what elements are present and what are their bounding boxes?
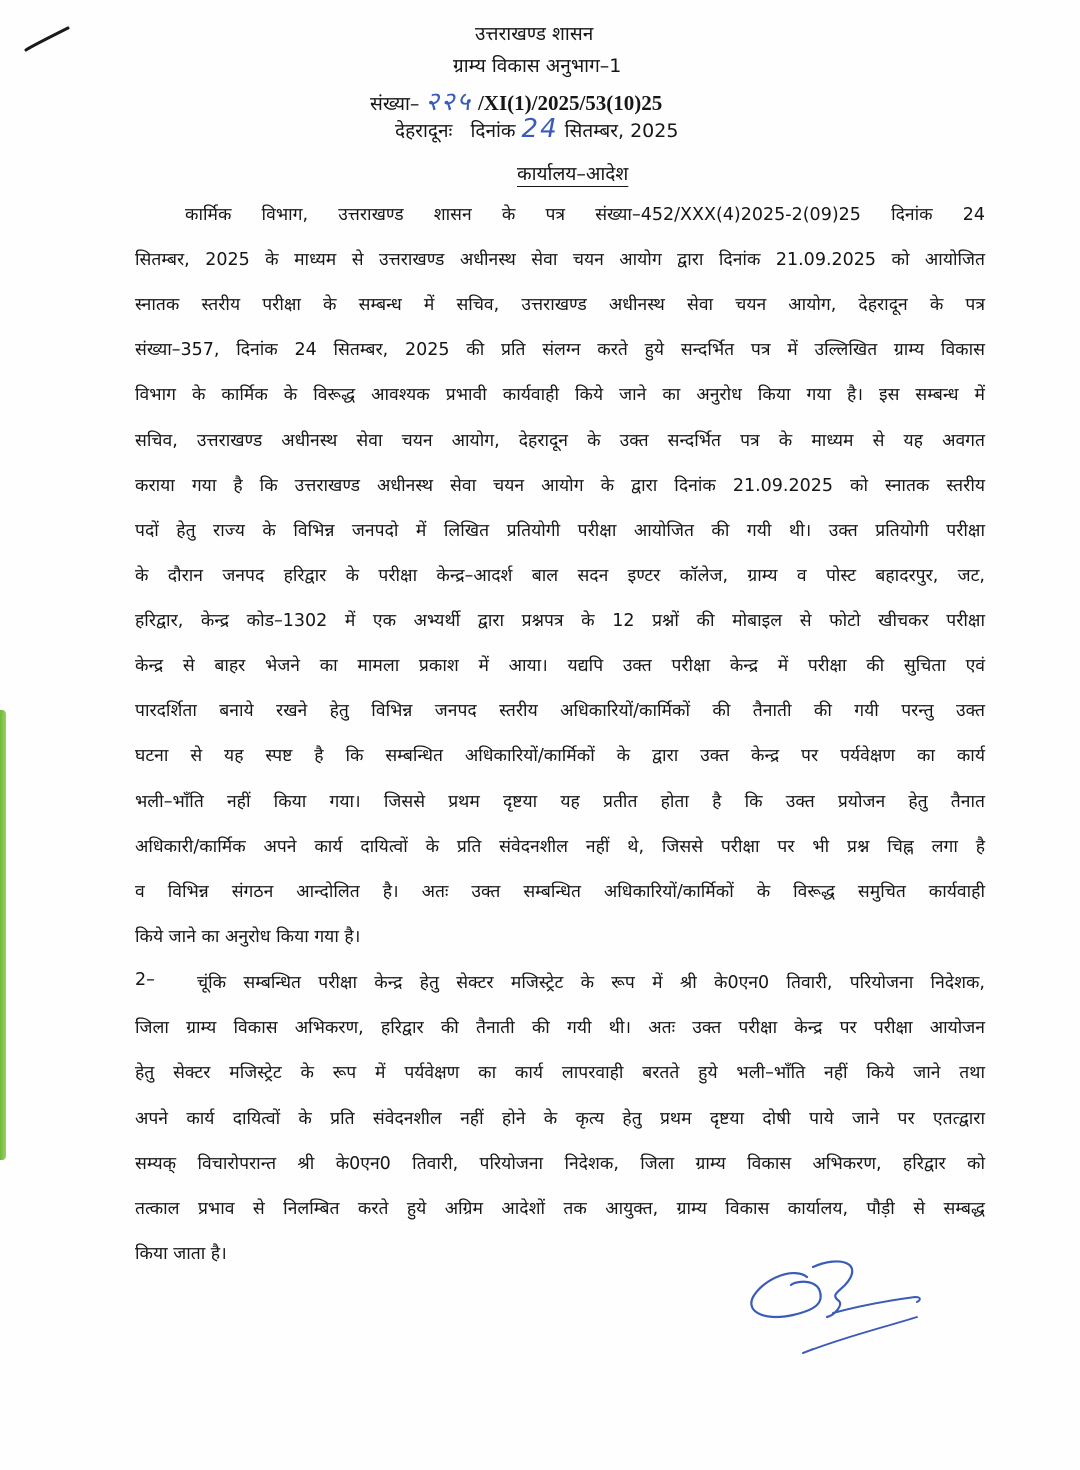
paragraph-number: 2– xyxy=(135,970,155,990)
body-line: के दौरान जनपद हरिद्वार के परीक्षा केन्द्र–आदर्श बाल सदन इण्टर कॉलेज, ग्राम्य व पोस्ट बहादरपुर, जट, xyxy=(135,566,985,586)
order-title: कार्यालय–आदेश xyxy=(517,163,629,185)
body-line: किये जाने का अनुरोध किया गया है। xyxy=(135,927,361,947)
body-line: अधिकारी/कार्मिक अपने कार्य दायित्वों के प्रति संवेदनशील नहीं थे, जिससे परीक्षा पर भी प्रश्न चिह्न लगा है xyxy=(135,837,985,857)
body-line: चूंकि सम्बन्धित परीक्षा केन्द्र हेतु सेक्टर मजिस्ट्रेट के रूप में श्री के0एन0 तिवारी, परियोजना निदेशक, xyxy=(197,973,985,993)
body-line: किया जाता है। xyxy=(135,1244,227,1264)
body-line: जिला ग्राम्य विकास अभिकरण, हरिद्वार की तैनाती की गयी थी। अतः उक्त परीक्षा केन्द्र पर परीक्षा आयोजन xyxy=(135,1018,985,1038)
government-name: उत्तराखण्ड शासन xyxy=(475,23,594,45)
body-line: पारदर्शिता बनाये रखने हेतु विभिन्न जनपद स्तरीय अधिकारियों/कार्मिकों की तैनाती की गयी परन्तु उक्त xyxy=(135,701,985,721)
body-line: विभाग के कार्मिक के विरूद्ध आवश्यक प्रभावी कार्यवाही किये जाने का अनुरोध किया गया है। इस सम्बन्ध में xyxy=(135,385,985,405)
date-suffix: सितम्बर, 2025 xyxy=(564,120,679,142)
handwritten-date: 24 xyxy=(521,114,559,144)
body-line: स्नातक स्तरीय परीक्षा के सम्बन्ध में सचिव, उत्तराखण्ड अधीनस्थ सेवा चयन आयोग, देहरादून के पत्र xyxy=(135,295,985,315)
body-line: सचिव, उत्तराखण्ड अधीनस्थ सेवा चयन आयोग, देहरादून के उक्त सन्दर्भित पत्र के माध्यम से यह अवगत xyxy=(135,431,985,451)
body-line: हरिद्वार, केन्द्र कोड–1302 में एक अभ्यर्थी द्वारा प्रश्नपत्र के 12 प्रश्नों की मोबाइल से फोटो खीचकर परीक्षा xyxy=(135,611,985,631)
green-edge-strip xyxy=(0,710,6,1160)
place-date-label: देहरादूनः दिनांक xyxy=(395,120,516,142)
body-line: सितम्बर, 2025 के माध्यम से उत्तराखण्ड अधीनस्थ सेवा चयन आयोग द्वारा दिनांक 21.09.2025 को आयोजित xyxy=(135,250,985,270)
body-line: व विभिन्न संगठन आन्दोलित है। अतः उक्त सम्बन्धित अधिकारियों/कार्मिकों के विरूद्ध समुचित कार्यवाही xyxy=(135,882,985,902)
number-label: संख्या– xyxy=(370,93,420,115)
body-line: पदों हेतु राज्य के विभिन्न जनपदो में लिखित प्रतियोगी परीक्षा आयोजित की गयी थी। उक्त प्रतियोगी परीक्षा xyxy=(135,521,985,541)
body-line: संख्या–357, दिनांक 24 सितम्बर, 2025 की प्रति संलग्न करते हुये सन्दर्भित पत्र में उल्लिखित ग्राम्य विकास xyxy=(135,340,985,360)
body-line: हेतु सेक्टर मजिस्ट्रेट के रूप में पर्यवेक्षण का कार्य लापरवाही बरतते हुये भली–भाँति नहीं किये जाने तथा xyxy=(135,1063,985,1083)
signature-icon xyxy=(745,1255,945,1365)
number-suffix: /XI(1)/2025/53(10)25 xyxy=(477,91,663,115)
body-line: केन्द्र से बाहर भेजने का मामला प्रकाश में आया। यद्यपि उक्त परीक्षा केन्द्र में परीक्षा की सुचिता एवं xyxy=(135,656,985,676)
body-line: कराया गया है कि उत्तराखण्ड अधीनस्थ सेवा चयन आयोग के द्वारा दिनांक 21.09.2025 को स्नातक स्तरीय xyxy=(135,476,985,496)
body-line: सम्यक् विचारोपरान्त श्री के0एन0 तिवारी, परियोजना निदेशक, जिला ग्राम्य विकास अभिकरण, हरिद्वार को xyxy=(135,1154,985,1174)
body-line: तत्काल प्रभाव से निलम्बित करते हुये अग्रिम आदेशों तक आयुक्त, ग्राम्य विकास कार्यालय, पौड़ी से सम्बद्ध xyxy=(135,1199,985,1219)
place-date xyxy=(395,114,678,144)
body-line: कार्मिक विभाग, उत्तराखण्ड शासन के पत्र संख्या–452/XXX(4)2025-2(09)25 दिनांक 24 xyxy=(185,205,985,225)
body-line: अपने कार्य दायित्वों के प्रति संवेदनशील नहीं होने के कृत्य हेतु प्रथम दृष्टया दोषी पाये जाने पर एतत्द्वारा xyxy=(135,1109,985,1129)
reference-number xyxy=(370,82,662,118)
pen-mark-icon xyxy=(20,20,80,60)
section-name: ग्राम्य विकास अनुभाग–1 xyxy=(453,55,622,77)
handwritten-number: २२५ xyxy=(425,87,472,117)
body-line: घटना से यह स्पष्ट है कि सम्बन्धित अधिकारियों/कार्मिकों के द्वारा उक्त केन्द्र पर पर्यवेक्षण का कार्य xyxy=(135,746,985,766)
body-line: भली–भाँति नहीं किया गया। जिससे प्रथम दृष्टया यह प्रतीत होता है कि उक्त प्रयोजन हेतु तैनात xyxy=(135,792,985,812)
